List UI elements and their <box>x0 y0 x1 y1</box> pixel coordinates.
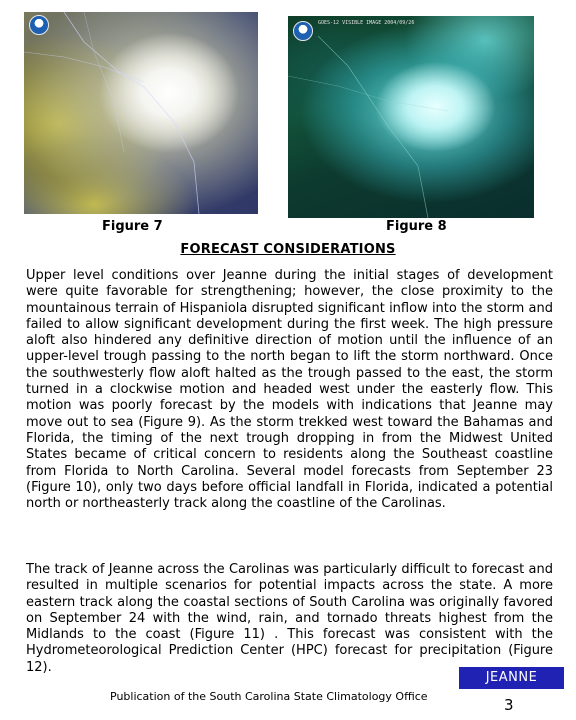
noaa-logo-icon <box>293 21 313 41</box>
figure-8-caption: Figure 8 <box>386 219 447 234</box>
satellite-header-text: GOES-12 VISIBLE IMAGE 2004/09/26 <box>318 20 415 26</box>
figure-7-satellite-image <box>24 12 258 214</box>
section-title: FORECAST CONSIDERATIONS <box>180 242 396 257</box>
page-number: 3 <box>504 696 514 714</box>
storm-name-badge: JEANNE <box>459 667 564 689</box>
coastline-overlay <box>24 12 258 214</box>
footer-publication-text: Publication of the South Carolina State Climatology Office <box>110 690 428 703</box>
body-paragraph: The track of Jeanne across the Carolinas was particularly difficult to forecast and resulted in multiple scenarios for potential impacts across the state. A more eastern track along the coastal sections of South Carolina was originally favored on September 24 with the wind, rain, and tornado threats highest from the Midlands to the coast (Figure 11) . This forecast was consistent with the Hydrometeorological Prediction Center (HPC) forecast for precipitation (Figure 12). <box>26 562 553 675</box>
figure-7-caption: Figure 7 <box>102 219 163 234</box>
figure-8-satellite-image <box>288 16 534 218</box>
body-paragraph: Upper level conditions over Jeanne during the initial stages of development were quite favorable for strengthening; however, the close proximity to the mountainous terrain of Hispaniola disrupted significant inflow into the storm and failed to allow significant development during the first week. The high pressure aloft also hindered any definitive direction of motion until the influence of an upper-level trough passing to the north began to lift the storm northward. Once the southwesterly flow aloft halted as the trough passed to the east, the storm turned in a clockwise motion and headed west under the easterly flow. This motion was poorly forecast by the models with indications that Jeanne may move out to sea (Figure 9). As the storm trekked west toward the Bahamas and Florida, the timing of the next trough dropping in from the Midwest United States became of critical concern to residents along the Southeast coastline from Florida to North Carolina. Several model forecasts from September 23 (Figure 10), only two days before official landfall in Florida, indicated a potential north or northeasterly track along the coastline of the Carolinas. <box>26 268 553 512</box>
coastline-overlay <box>288 16 534 218</box>
noaa-logo-icon <box>29 15 49 35</box>
